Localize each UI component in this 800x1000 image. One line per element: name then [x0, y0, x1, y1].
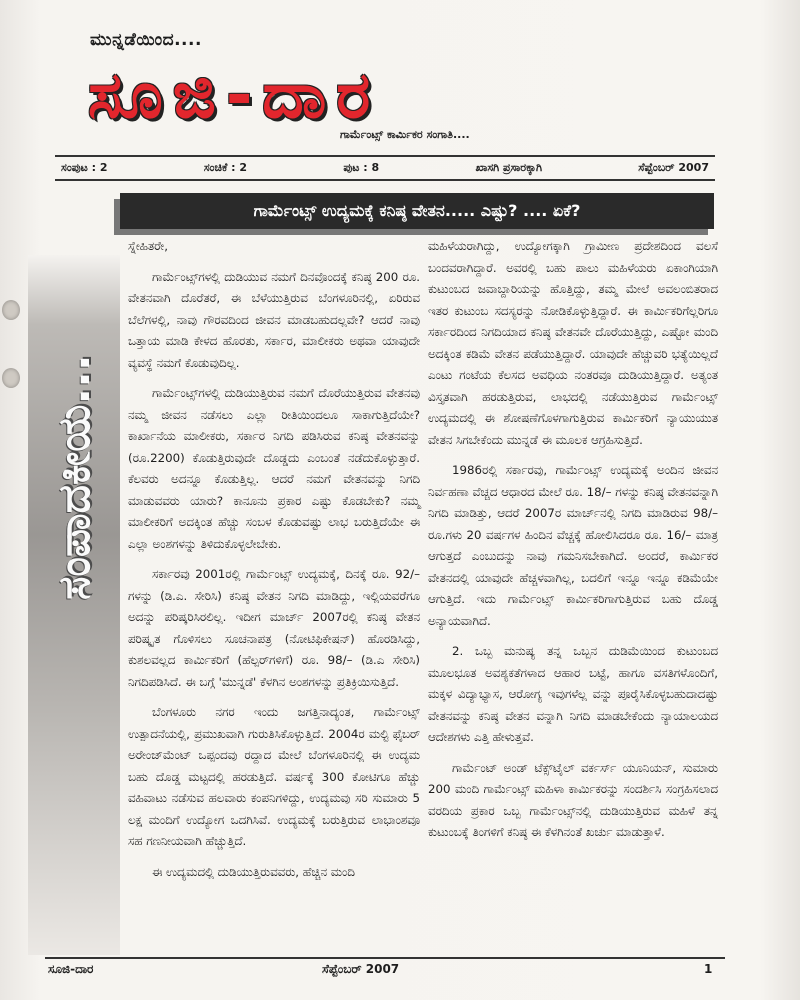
article-column-left	[128, 236, 420, 892]
footer-title: ಸೂಜಿ-ದಾರ	[48, 962, 94, 976]
article-paragraph: 2. ಒಬ್ಬ ಮನುಷ್ಯ ತನ್ನ ಒಬ್ಬನ ದುಡಿಮೆಯಿಂದ ಕುಟುಂಬದ ಮೂಲಭೂತ ಅವಶ್ಯಕತೆಗಳಾದ ಆಹಾರ ಬಟ್ಟೆ, ಹಾಗೂ ವಸತಿಗಳೊಂದಿಗೆ, ಮಕ್ಕಳ ವಿದ್ಯಾಭ್ಯಾಸ, ಆರೋಗ್ಯ ಇವುಗಳೆಲ್ಲ ವನ್ನು ಪೂರೈಸಿಕೊಳ್ಳಬಹುದಾದಷ್ಟು ವೇತನವನ್ನು ಕನಿಷ್ಠ ವೇತನ ವನ್ನಾಗಿ ನಿಗದಿ ಮಾಡಬೇಕೆಂದು ನ್ಯಾಯಾಲಯದ ಆದೇಶಗಳು ಎತ್ತಿ ಹೇಳುತ್ತವೆ.	[428, 644, 718, 744]
article-paragraph: ಗಾರ್ಮೆಂಟ್ ಅಂಡ್ ಟೆಕ್ಸ್‌ಟೈಲ್ ವರ್ಕರ್ಸ್ ಯೂನಿಯನ್, ಸುಮಾರು 200 ಮಂದಿ ಗಾರ್ಮೆಂಟ್ಸ್ ಮಹಿಳಾ ಕಾರ್ಮಿಕರನ್ನು ಸಂದರ್ಶಿಸಿ ಸಂಗ್ರಹಿಸಲಾದ ವರದಿಯ ಪ್ರಕಾರ ಒಬ್ಬ ಗಾರ್ಮೆಂಟ್ಸ್‌ನಲ್ಲಿ ದುಡಿಯುತ್ತಿರುವ ಮಹಿಳೆ ತನ್ನ ಕುಟುಂಬಕ್ಕೆ ತಿಂಗಳಿಗೆ ಕನಿಷ್ಠ ಈ ಕೆಳಗಿನಂತೆ ಖರ್ಚು ಮಾಡುತ್ತಾಳೆ.	[428, 760, 718, 839]
punch-hole	[2, 368, 20, 388]
article-paragraph: 1986ರಲ್ಲಿ ಸರ್ಕಾರವು, ಗಾರ್ಮೆಂಟ್ಸ್ ಉದ್ಯಮಕ್ಕೆ ಅಂದಿನ ಜೀವನ ನಿರ್ವಹಣಾ ವೆಚ್ಚದ ಆಧಾರದ ಮೇಲೆ ರೂ. 18/– ಗಳನ್ನು ಕನಿಷ್ಠ ವೇತನವನ್ನಾಗಿ ನಿಗದಿ ಮಾಡಿತ್ತು, ಆದರೆ 2007ರ ಮಾರ್ಚ್‌ನಲ್ಲಿ ನಿಗದಿ ಮಾಡಿರುವ 98/– ರೂ.ಗಳು 20 ವರ್ಷಗಳ ಹಿಂದಿನ ವೆಚ್ಚಕ್ಕೆ ಹೋಲಿಸಿದರೂ ರೂ. 16/– ಮಾತ್ರ ಆಗುತ್ತದೆ ಎಂಬುದನ್ನು ನಾವು ಗಮನಿಸಬೇಕಾಗಿದೆ. ಅಂದರೆ, ಕಾರ್ಮಿಕರ ವೇತನದಲ್ಲಿ ಯಾವುದೇ ಹೆಚ್ಚಳವಾಗಿಲ್ಲ, ಬದಲಿಗೆ ಇನ್ನೂ ಇನ್ನೂ ಕಡಿಮೆಯೇ ಆಗುತ್ತಿದೆ. ಇದು ಗಾರ್ಮೆಂಟ್ಸ್ ಕಾರ್ಮಿಕರಿಗಾಗುತ್ತಿರುವ ಬಹು ದೊಡ್ಡ ಅನ್ಯಾಯವಾಗಿದೆ.	[428, 463, 718, 628]
punch-hole	[2, 300, 20, 320]
issue-info-bar	[55, 155, 715, 181]
masthead-title: ಸೂಜಿ-ದಾರ	[88, 59, 381, 133]
article-paragraph: ಸರ್ಕಾರವು 2001ರಲ್ಲಿ ಗಾರ್ಮೆಂಟ್ಸ್ ಉದ್ಯಮಕ್ಕೆ, ದಿನಕ್ಕೆ ರೂ. 92/– ಗಳನ್ನು (ಡಿ.ಎ. ಸೇರಿಸಿ) ಕನಿಷ್ಠ ವೇತನ ನಿಗದಿ ಮಾಡಿದ್ದು, ಇಲ್ಲಿಯವರೆಗೂ ಅದನ್ನು ಪರಿಷ್ಕರಿಸಿರಲಿಲ್ಲ. ಇದೀಗ ಮಾರ್ಚ್ 2007ರಲ್ಲಿ ಕನಿಷ್ಠ ವೇತನ ಪರಿಷ್ಕೃತ ಗೊಳಿಸಲು ಸೂಚನಾಪತ್ರ (ನೋಟಿಫಿಕೇಷನ್) ಹೊರಡಿಸಿದ್ದು, ಕುಶಲವಲ್ಲದ ಕಾರ್ಮಿಕರಿಗೆ (ಹೆಲ್ಪರ್‌ಗಳಿಗೆ) ರೂ. 98/– (ಡಿ.ಎ ಸೇರಿಸಿ) ನಿಗದಿಪಡಿಸಿದೆ. ಈ ಬಗ್ಗೆ 'ಮುನ್ನಡೆ' ಕೆಳಗಿನ ಅಂಶಗಳನ್ನು ಪ್ರತಿಕ್ರಿಯಿಸುತ್ತಿದೆ.	[128, 567, 420, 689]
article-paragraph: ಈ ಉದ್ಯಮದಲ್ಲಿ ದುಡಿಯುತ್ತಿರುವವರು, ಹೆಚ್ಚಿನ ಮಂದಿ	[152, 864, 355, 879]
masthead-tagline: ಮುನ್ನಡೆಯಿಂದ....	[90, 30, 202, 50]
article-paragraph: ಗಾರ್ಮೆಂಟ್ಸ್‌ಗಳಲ್ಲಿ ದುಡಿಯುತ್ತಿರುವ ನಮಗೆ ದೊರೆಯುತ್ತಿರುವ ವೇತನವು ನಮ್ಮ ಜೀವನ ನಡೆಸಲು ಎಲ್ಲಾ ರೀತಿಯಿಂದಲೂ ಸಾಕಾಗುತ್ತಿದೆಯೇ? ಕಾರ್ಖಾನೆಯ ಮಾಲೀಕರು, ಸರ್ಕಾರ ನಿಗದಿ ಪಡಿಸಿರುವ ಕನಿಷ್ಠ ವೇತನವನ್ನು (ರೂ.2200) ಕೊಡುತ್ತಿರುವುದೇ ದೊಡ್ಡದು ಎಂಬಂತೆ ನಡೆದುಕೊಳ್ಳುತ್ತಾರೆ. ಕೆಲವರು ಅದನ್ನೂ ಕೊಡುತ್ತಿಲ್ಲ. ಆದರೆ ನಮಗೆ ವೇತನವನ್ನು ನಿಗದಿ ಮಾಡುವವರು ಯಾರು? ಕಾನೂನು ಪ್ರಕಾರ ಎಷ್ಟು ಕೊಡಬೇಕು? ನಮ್ಮ ಮಾಲೀಕರಿಗೆ ಅದಕ್ಕಿಂತ ಹೆಚ್ಚು ಸಂಬಳ ಕೊಡುವಷ್ಟು ಲಾಭ ಬರುತ್ತಿದೆಯೇ ಈ ಎಲ್ಲಾ ಅಂಶಗಳನ್ನು ತಿಳಿದುಕೊಳ್ಳಲೇಬೇಕು.	[128, 386, 420, 551]
article-column-right	[428, 236, 718, 853]
article-paragraph: ಬೆಂಗಳೂರು ನಗರ ಇಂದು ಜಗತ್ತಿನಾದ್ಯಂತ, ಗಾರ್ಮೆಂಟ್ಸ್ ಉತ್ಪಾದನೆಯಲ್ಲಿ, ಪ್ರಮುಖವಾಗಿ ಗುರುತಿಸಿಕೊಳ್ಳುತ್ತಿದೆ. 2004ರ ಮಲ್ಟಿ ಫೈಬರ್ ಅರೇಂಜ್‌ಮೆಂಟ್ ಒಪ್ಪಂದವು ರದ್ದಾದ ಮೇಲೆ ಬೆಂಗಳೂರಿನಲ್ಲಿ ಈ ಉದ್ಯಮ ಬಹು ದೊಡ್ಡ ಮಟ್ಟದಲ್ಲಿ ಹರಡುತ್ತಿದೆ. ವರ್ಷಕ್ಕೆ 300 ಕೋಟಿಗೂ ಹೆಚ್ಚು ವಹಿವಾಟು ನಡೆಸುವ ಹಲವಾರು ಕಂಪನಿಗಳಿದ್ದು, ಉದ್ಯಮವು ಸರಿ ಸುಮಾರು 5 ಲಕ್ಷ ಮಂದಿಗೆ ಉದ್ಯೋಗ ಒದಗಿಸಿವೆ. ಉದ್ಯಮಕ್ಕೆ ಬರುತ್ತಿರುವ ಲಾಭಾಂಶವೂ ಸಹ ಗಣನೀಯವಾಗಿ ಹೆಚ್ಚುತ್ತಿದೆ.	[128, 705, 420, 848]
page-number: 1	[704, 962, 713, 976]
circulation-label: ಖಾಸಗಿ ಪ್ರಸಾರಕ್ಕಾಗಿ	[475, 161, 543, 174]
salutation: ಸ್ನೇಹಿತರೇ,	[128, 239, 168, 253]
masthead-subtitle: ಗಾರ್ಮೆಂಟ್ಸ್ ಕಾರ್ಮಿಕರ ಸಂಗಾತಿ....	[340, 128, 470, 141]
pages-label: ಪುಟ : 8	[343, 161, 380, 174]
footer-date: ಸೆಪ್ಟೆಂಬರ್ 2007	[322, 962, 400, 976]
article-paragraph: ಮಹಿಳೆಯರಾಗಿದ್ದು, ಉದ್ಯೋಗಕ್ಕಾಗಿ ಗ್ರಾಮೀಣ ಪ್ರದೇಶದಿಂದ ವಲಸೆ ಬಂದವರಾಗಿದ್ದಾರೆ. ಅವರಲ್ಲಿ ಬಹು ಪಾಲು ಮಹಿಳೆಯರು ಏಕಾಂಗಿಯಾಗಿ ಕುಟುಂಬದ ಜವಾಬ್ದಾರಿಯನ್ನು ಹೊತ್ತಿದ್ದು, ತಮ್ಮ ಮೇಲೆ ಅವಲಂಬಿತರಾದ ಇತರ ಕುಟುಂಬ ಸದಸ್ಯರನ್ನು ನೋಡಿಕೊಳ್ಳುತ್ತಿದ್ದಾರೆ. ಈ ಕಾರ್ಮಿಕರಿಗೆಲ್ಲರಿಗೂ ಸರ್ಕಾರದಿಂದ ನಿಗದಿಯಾದ ಕನಿಷ್ಠ ವೇತನವೇ ದೊರೆಯುತ್ತಿದ್ದು, ಎಷ್ಟೋ ಮಂದಿ ಅದಕ್ಕಿಂತ ಕಡಿಮೆ ವೇತನ ಪಡೆಯುತ್ತಿದ್ದಾರೆ. ಯಾವುದೇ ಹೆಚ್ಚುವರಿ ಭತ್ಯೆಯಿಲ್ಲದೆ ಎಂಟು ಗಂಟೆಯ ಕೆಲಸದ ಅವಧಿಯ ನಂತರವೂ ದುಡಿಯುತ್ತಿದ್ದಾರೆ. ಅತ್ಯಂತ ವಿಸ್ತೃತವಾಗಿ ಹರಡುತ್ತಿರುವ, ಲಾಭದಲ್ಲಿ ನಡೆಯುತ್ತಿರುವ ಗಾರ್ಮೆಂಟ್ಸ್ ಉದ್ಯಮದಲ್ಲಿ ಈ ಶೋಷಣೆಗೊಳಗಾಗುತ್ತಿರುವ ಕಾರ್ಮಿಕರಿಗೆ ನ್ಯಾಯುಯುತ ವೇತನ ಸಿಗಬೇಕೆಂದು ಮುನ್ನಡೆ ಈ ಮೂಲಕ ಆಗ್ರಹಿಸುತ್ತಿದೆ.	[428, 239, 718, 447]
editorial-banner-label	[49, 520, 100, 600]
issue-label: ಸಂಚಿಕೆ : 2	[203, 161, 248, 174]
article-headline: ಗಾರ್ಮೆಂಟ್ಸ್ ಉದ್ಯಮಕ್ಕೆ ಕನಿಷ್ಠ ವೇತನ..... ಎಷ್ಟು? .... ಏಕೆ?	[120, 193, 714, 229]
article-paragraph: ಗಾರ್ಮೆಂಟ್ಸ್‌ಗಳಲ್ಲಿ ದುಡಿಯುವ ನಮಗೆ ದಿನವೊಂದಕ್ಕೆ ಕನಿಷ್ಠ 200 ರೂ. ವೇತನವಾಗಿ ದೊರೆತರೆ, ಈ ಬೆಳೆಯುತ್ತಿರುವ ಬೆಂಗಳೂರಿನಲ್ಲಿ, ಏರಿರುವ ಬೆಲೆಗಳಲ್ಲಿ, ನಾವು ಗೌರವದಿಂದ ಜೀವನ ಮಾಡಬಹುದಲ್ಲವೇ? ಆದರೆ ನಾವು ಒತ್ತಾಯ ಮಾಡಿ ಕೇಳದ ಹೊರತು, ಸರ್ಕಾರ, ಮಾಲೀಕರು ಅಥವಾ ಯಾವುದೇ ವ್ಯವಸ್ಥೆ ನಮಗೆ ಕೊಡುವುದಿಲ್ಲ.	[128, 269, 420, 370]
issue-date: ಸೆಪ್ಟೆಂಬರ್ 2007	[638, 161, 709, 174]
volume-label: ಸಂಪುಟ : 2	[61, 161, 108, 174]
footer-rule	[45, 957, 725, 959]
